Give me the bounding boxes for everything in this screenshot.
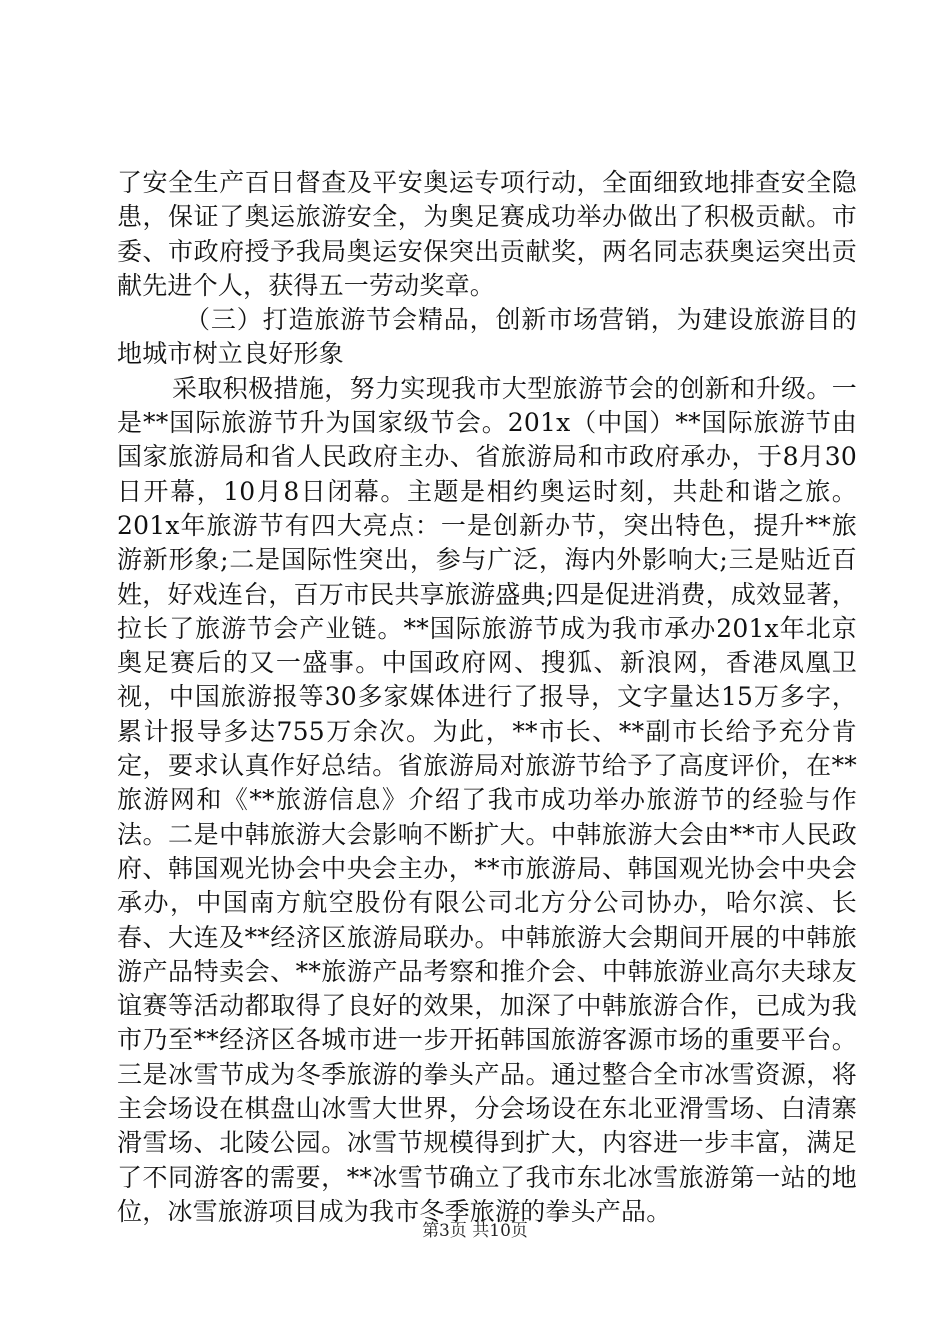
page-number-footer: 第3页 共10页 (422, 1221, 528, 1241)
document-body (117, 166, 857, 1229)
paragraph-body: 采取积极措施，努力实现我市大型旅游节会的创新和升级。一是**国际旅游节升为国家级节会。201x（中国）**国际旅游节由国家旅游局和省人民政府主办、省旅游局和市政府承办，于8月30日开幕，10月8日闭幕。主题是相约奥运时刻，共赴和谐之旅。201x年旅游节有四大亮点：一是创新办节，突出特色，提升**旅游新形象;二是国际性突出，参与广泛，海内外影响大;三是贴近百姓，好戏连台，百万市民共享旅游盛典;四是促进消费，成效显著，拉长了旅游节会产业链。**国际旅游节成为我市承办201x年北京奥足赛后的又一盛事。中国政府网、搜狐、新浪网，香港凤凰卫视，中国旅游报等30多家媒体进行了报导，文字量达15万多字，累计报导多达755万余次。为此，**市长、**副市长给予充分肯定，要求认真作好总结。省旅游局对旅游节给予了高度评价，在**旅游网和《**旅游信息》介绍了我市成功举办旅游节的经验与作法。二是中韩旅游大会影响不断扩大。中韩旅游大会由**市人民政府、韩国观光协会中央会主办，**市旅游局、韩国观光协会中央会承办，中国南方航空股份有限公司北方分公司协办，哈尔滨、长春、大连及**经济区旅游局联办。中韩旅游大会期间开展的中韩旅游产品特卖会、**旅游产品考察和推介会、中韩旅游业高尔夫球友谊赛等活动都取得了良好的效果，加深了中韩旅游合作，已成为我市乃至**经济区各城市进一步开拓韩国旅游客源市场的重要平台。三是冰雪节成为冬季旅游的拳头产品。通过整合全市冰雪资源，将主会场设在棋盘山冰雪大世界，分会场设在东北亚滑雪场、白清寨滑雪场、北陵公园。冰雪节规模得到扩大，内容进一步丰富，满足了不同游客的需要，**冰雪节确立了我市东北冰雪旅游第一站的地位，冰雪旅游项目成为我市冬季旅游的拳头产品。 (117, 373, 857, 1226)
paragraph-continuation: 了安全生产百日督查及平安奥运专项行动，全面细致地排查安全隐患，保证了奥运旅游安全，为奥足赛成功举办做出了积极贡献。市委、市政府授予我局奥运安保突出贡献奖，两名同志获奥运突出贡献先进个人，获得五一劳动奖章。 (117, 168, 857, 300)
section-heading: （三）打造旅游节会精品，创新市场营销，为建设旅游目的地城市树立良好形象 (117, 305, 857, 369)
